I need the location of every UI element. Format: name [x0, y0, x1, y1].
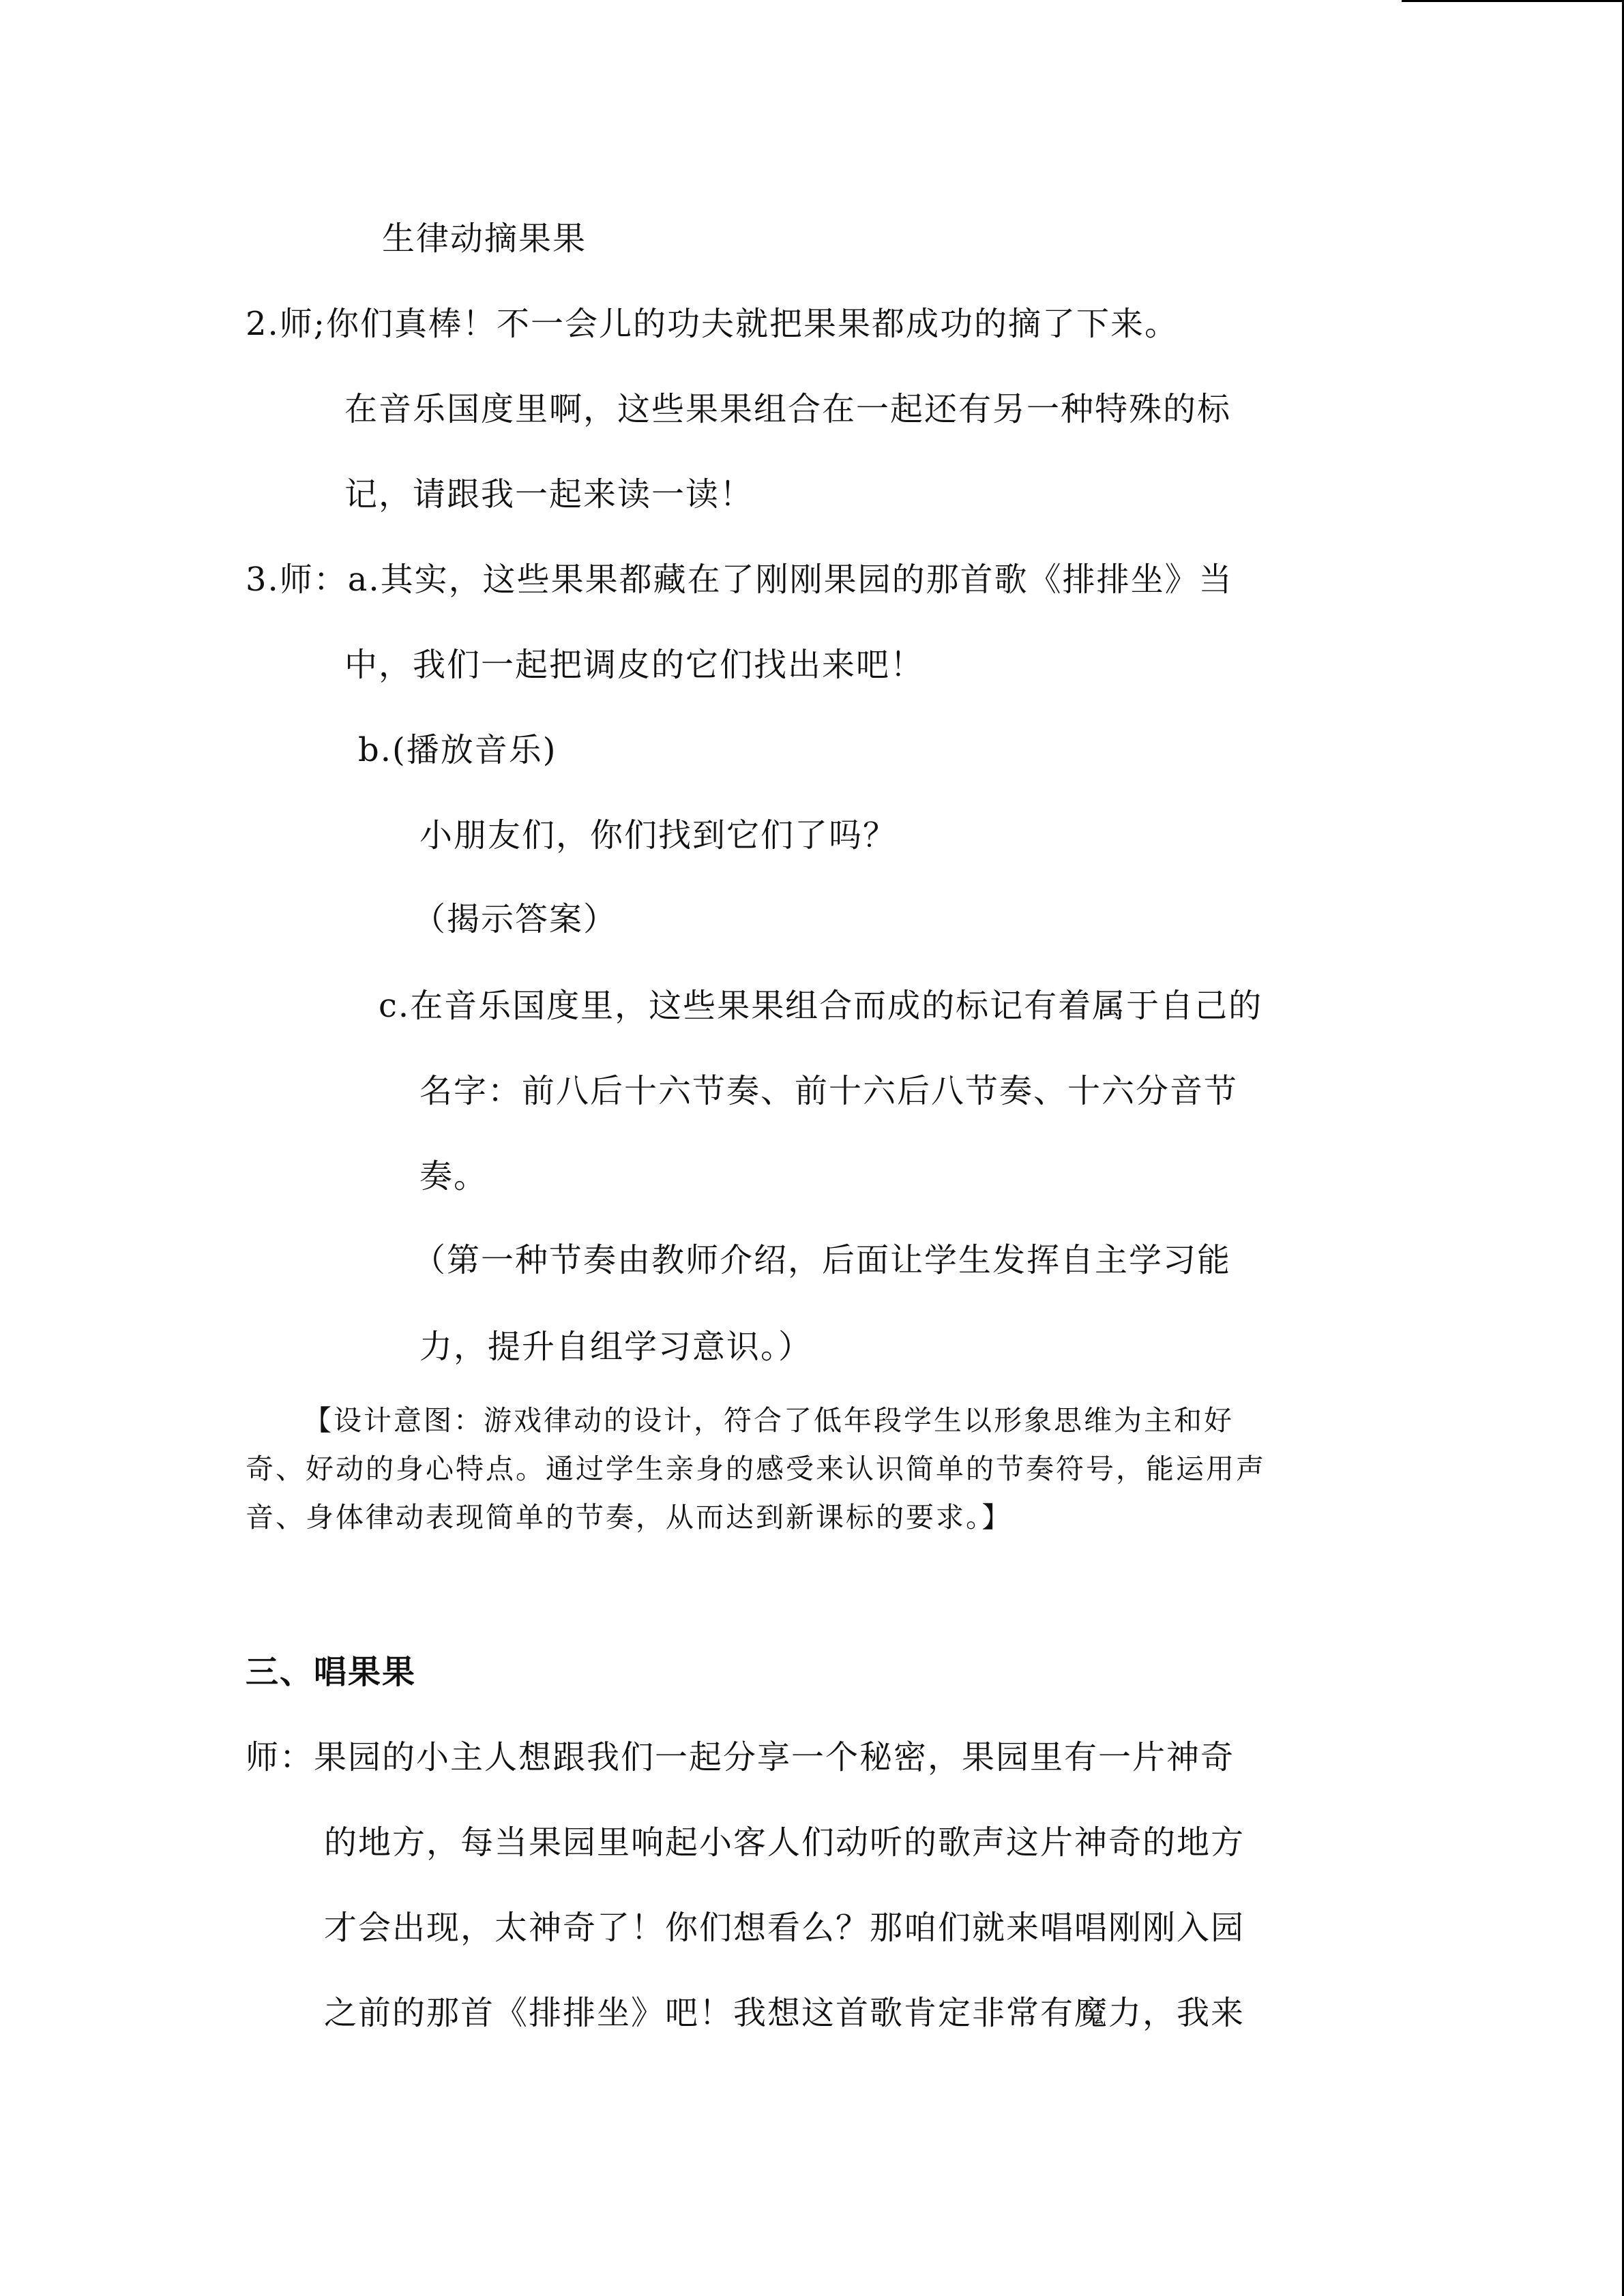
text-line: 记，请跟我一起来读一读！ [344, 475, 754, 513]
text-line: （揭示答案） [413, 900, 618, 938]
text-line: 才会出现，太神奇了！你们想看么？那咱们就来唱唱刚刚入园 [324, 1909, 1245, 1947]
text-line: 生律动摘果果 [382, 220, 587, 258]
text-line: 名字：前八后十六节奏、前十六后八节奏、十六分音节 [419, 1072, 1239, 1110]
text-line: 2.师;你们真棒！不一会儿的功夫就把果果都成功的摘了下来。 [246, 305, 1179, 343]
text-line: 在音乐国度里啊，这些果果组合在一起还有另一种特殊的标 [344, 390, 1232, 428]
text-line: 中，我们一起把调皮的它们找出来吧！ [344, 646, 925, 684]
section-heading: 三、唱果果 [246, 1653, 417, 1691]
text-line: 力，提升自组学习意识。） [419, 1328, 813, 1366]
text-line: 小朋友们，你们找到它们了吗？ [419, 816, 898, 854]
text-line: c.在音乐国度里，这些果果组合而成的标记有着属于自己的 [379, 987, 1263, 1025]
text-line: 3.师：a.其实，这些果果都藏在了刚刚果园的那首歌《排排坐》当 [246, 561, 1233, 599]
design-note-line: 【设计意图：游戏律动的设计，符合了低年段学生以形象思维为主和好 [304, 1404, 1234, 1437]
text-line: b.(播放音乐) [358, 731, 557, 769]
design-note-line: 奇、好动的身心特点。通过学生亲身的感受来认识简单的节奏符号，能运用声 [246, 1452, 1266, 1485]
text-line: 师：果园的小主人想跟我们一起分享一个秘密，果园里有一片神奇 [246, 1738, 1235, 1776]
text-line: 的地方，每当果园里响起小客人们动听的歌声这片神奇的地方 [324, 1823, 1245, 1862]
page-border-top [1402, 0, 1624, 2]
text-line: 之前的那首《排排坐》吧！我想这首歌肯定非常有魔力，我来 [324, 1994, 1245, 2032]
design-note-line: 音、身体律动表现简单的节奏，从而达到新课标的要求。】 [246, 1501, 1012, 1534]
text-line: 奏。 [419, 1157, 488, 1195]
text-line: （第一种节奏由教师介绍，后面让学生发挥自主学习能 [413, 1241, 1232, 1279]
